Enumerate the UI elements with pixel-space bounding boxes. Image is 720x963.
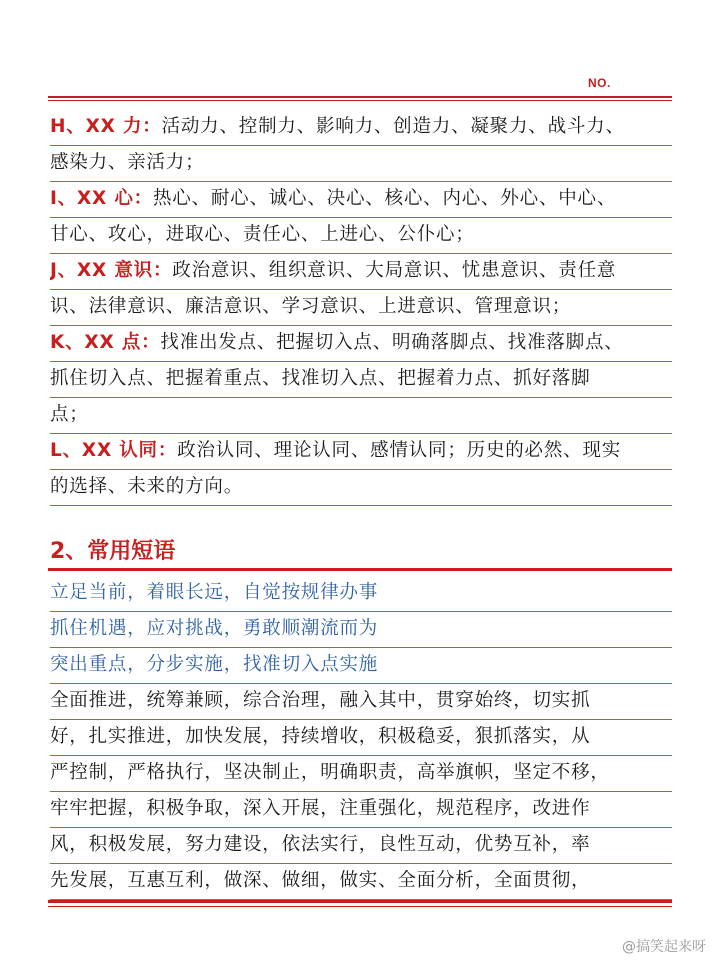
- phrase-line: 先发展，互惠互利，做深、做细，做实、全面分析，全面贯彻，: [50, 870, 591, 891]
- phrase-line: 立足当前，着眼长远，自觉按规律办事: [50, 582, 379, 603]
- watermark-text: @搞笑起来呀: [622, 939, 706, 955]
- term-text: 甘心、攻心，进取心、责任心、上进心、公仆心；: [50, 224, 475, 245]
- heading-rule: [48, 568, 672, 571]
- term-text: 政治意识、组织意识、大局意识、忧患意识、责任意: [172, 260, 617, 281]
- page-number-label: NO.: [588, 76, 611, 90]
- list-line: [50, 398, 672, 434]
- term-key: L、XX 认同：: [50, 440, 178, 461]
- term-key: J、XX 意识：: [50, 260, 173, 281]
- phrase-line: 好，扎实推进，加快发展，持续增收，积极稳妥，狠抓落实，从: [50, 726, 591, 747]
- phrase-line: 牢牢把握，积极争取，深入开展，注重强化，规范程序，改进作: [50, 798, 591, 819]
- list-line: [50, 182, 672, 218]
- section-2-list: [50, 576, 672, 900]
- term-key: H、XX 力：: [50, 116, 162, 137]
- term-text: 识、法律意识、廉洁意识、学习意识、上进意识、管理意识；: [50, 296, 572, 317]
- term-text: 热心、耐心、诚心、决心、核心、内心、外心、中心、: [152, 188, 617, 209]
- term-text: 政治认同、理论认同、感情认同；历史的必然、现实: [177, 440, 622, 461]
- section-2-heading: 2、常用短语: [50, 539, 176, 564]
- bottom-rule: [48, 900, 672, 903]
- phrase-line: 突出重点，分步实施，找准切入点实施: [50, 654, 379, 675]
- list-line: [50, 362, 672, 398]
- section-1-list: [50, 110, 672, 506]
- list-line: [50, 146, 672, 182]
- bottom-rule-thin: [48, 906, 672, 907]
- term-text: 点；: [50, 404, 89, 425]
- term-text: 的选择、未来的方向。: [50, 476, 244, 497]
- term-text: 抓住切入点、把握着重点、找准切入点、把握着力点、抓好落脚: [50, 368, 591, 389]
- list-line: [50, 434, 672, 470]
- list-line: [50, 254, 672, 290]
- term-key: K、XX 点：: [50, 332, 161, 353]
- top-rule: [48, 96, 672, 98]
- list-line: [50, 110, 672, 146]
- list-line: [50, 326, 672, 362]
- term-key: I、XX 心：: [50, 188, 153, 209]
- phrase-line: 风，积极发展，努力建设，依法实行，良性互动，优势互补，率: [50, 834, 591, 855]
- list-line: [50, 218, 672, 254]
- list-line: [50, 290, 672, 326]
- term-text: 找准出发点、把握切入点、明确落脚点、找准落脚点、: [160, 332, 624, 353]
- phrase-line: 抓住机遇，应对挑战，勇敢顺潮流而为: [50, 618, 379, 639]
- phrase-line: 严控制，严格执行，坚决制止，明确职责，高举旗帜，坚定不移，: [50, 762, 610, 783]
- term-text: 活动力、控制力、影响力、创造力、凝聚力、战斗力、: [161, 116, 625, 137]
- phrase-line: 全面推进，统筹兼顾，综合治理，融入其中，贯穿始终，切实抓: [50, 690, 591, 711]
- top-rule-thin: [48, 100, 672, 101]
- list-line: [50, 470, 672, 506]
- term-text: 感染力、亲活力；: [50, 152, 205, 173]
